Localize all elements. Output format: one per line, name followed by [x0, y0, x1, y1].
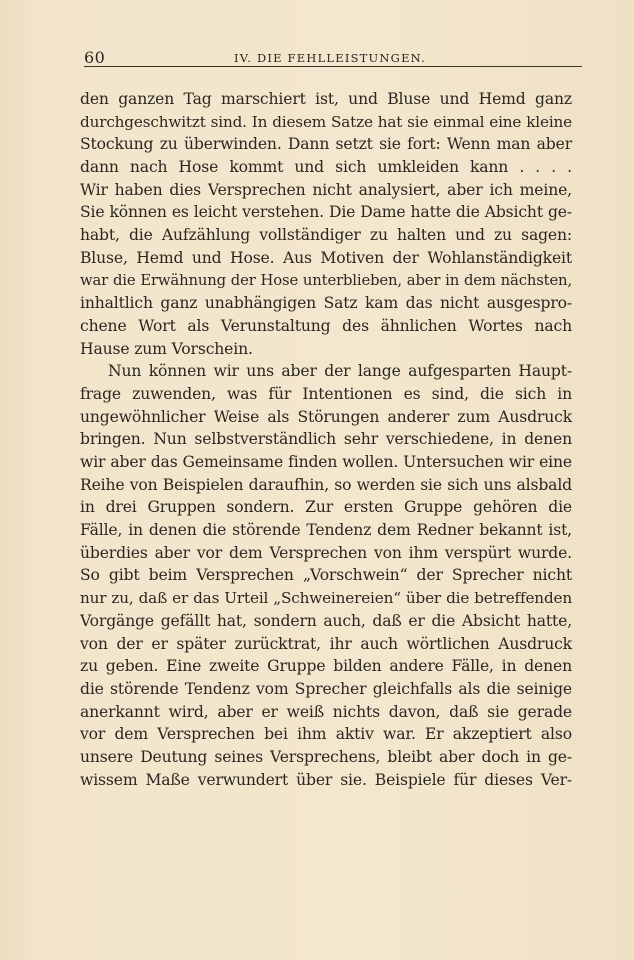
text-line: zu geben. Eine zweite Gruppe bilden andere Fälle, in denen [80, 657, 572, 676]
text-line: Nun können wir uns aber der lange aufgesparten Haupt- [108, 362, 572, 381]
page-number: 60 [84, 48, 106, 67]
page-header [84, 44, 582, 66]
text-line: durchgeschwitzt sind. In diesem Satze hat sie einmal eine kleine [80, 112, 572, 131]
text-line: Bluse, Hemd und Hose. Aus Motiven der Wohlanständigkeit [80, 248, 572, 267]
body-text [80, 88, 572, 791]
text-line: nur zu, daß er das Urteil „Schweinereien“ über die betreffenden [80, 589, 572, 608]
text-line: dann nach Hose kommt und sich umkleiden kann . . . . [80, 158, 572, 177]
text-line: Wir haben dies Versprechen nicht analysiert, aber ich meine, [80, 180, 572, 199]
text-line: wir aber das Gemeinsame finden wollen. Untersuchen wir eine [80, 453, 572, 471]
text-line: in drei Gruppen sondern. Zur ersten Gruppe gehören die [80, 498, 572, 517]
text-line: bringen. Nun selbstverständlich sehr verschiedene, in denen [80, 430, 572, 449]
text-line: vor dem Versprechen bei ihm aktiv war. Er akzeptiert also [80, 725, 572, 744]
text-line: wissem Maße verwundert über sie. Beispiele für dieses Ver- [80, 770, 572, 789]
text-line: Hause zum Vorschein. [80, 339, 253, 358]
text-line: die störende Tendenz vom Sprecher gleichfalls als die seinige [80, 679, 572, 698]
text-line: war die Erwähnung der Hose unterblieben, aber in dem nächsten, [80, 271, 572, 289]
text-line: anerkannt wird, aber er weiß nichts davon, daß sie gerade [80, 702, 572, 721]
text-line: Stockung zu überwinden. Dann setzt sie fort: Wenn man aber [80, 135, 572, 154]
text-line: den ganzen Tag marschiert ist, und Bluse und Hemd ganz [80, 90, 572, 108]
text-line: frage zuwenden, was für Intentionen es sind, die sich in [80, 384, 572, 403]
text-line: Sie können es leicht verstehen. Die Dame hatte die Absicht ge- [80, 203, 572, 222]
text-line: Reihe von Beispielen daraufhin, so werden sie sich uns alsbald [80, 475, 572, 494]
text-line: Fälle, in denen die störende Tendenz dem Redner bekannt ist, [80, 521, 572, 540]
text-line: habt, die Aufzählung vollständiger zu halten und zu sagen: [80, 226, 572, 245]
text-line: inhaltlich ganz unabhängigen Satz kam das nicht ausgespro- [80, 294, 572, 313]
header-rule [84, 66, 582, 67]
text-line: ungewöhnlicher Weise als Störungen anderer zum Ausdruck [80, 407, 572, 426]
text-line: chene Wort als Verunstaltung des ähnlichen Wortes nach [80, 316, 572, 335]
text-line: überdies aber vor dem Versprechen von ihm verspürt wurde. [80, 543, 572, 562]
text-line: von der er später zurücktrat, ihr auch wörtlichen Ausdruck [80, 634, 572, 653]
text-line: So gibt beim Versprechen „Vorschwein“ der Sprecher nicht [80, 566, 572, 585]
running-head: IV. DIE FEHLLEISTUNGEN. [234, 51, 427, 65]
text-line: Vorgänge gefällt hat, sondern auch, daß er die Absicht hatte, [80, 611, 572, 630]
text-line: unsere Deutung seines Versprechens, bleibt aber doch in ge- [80, 747, 572, 766]
